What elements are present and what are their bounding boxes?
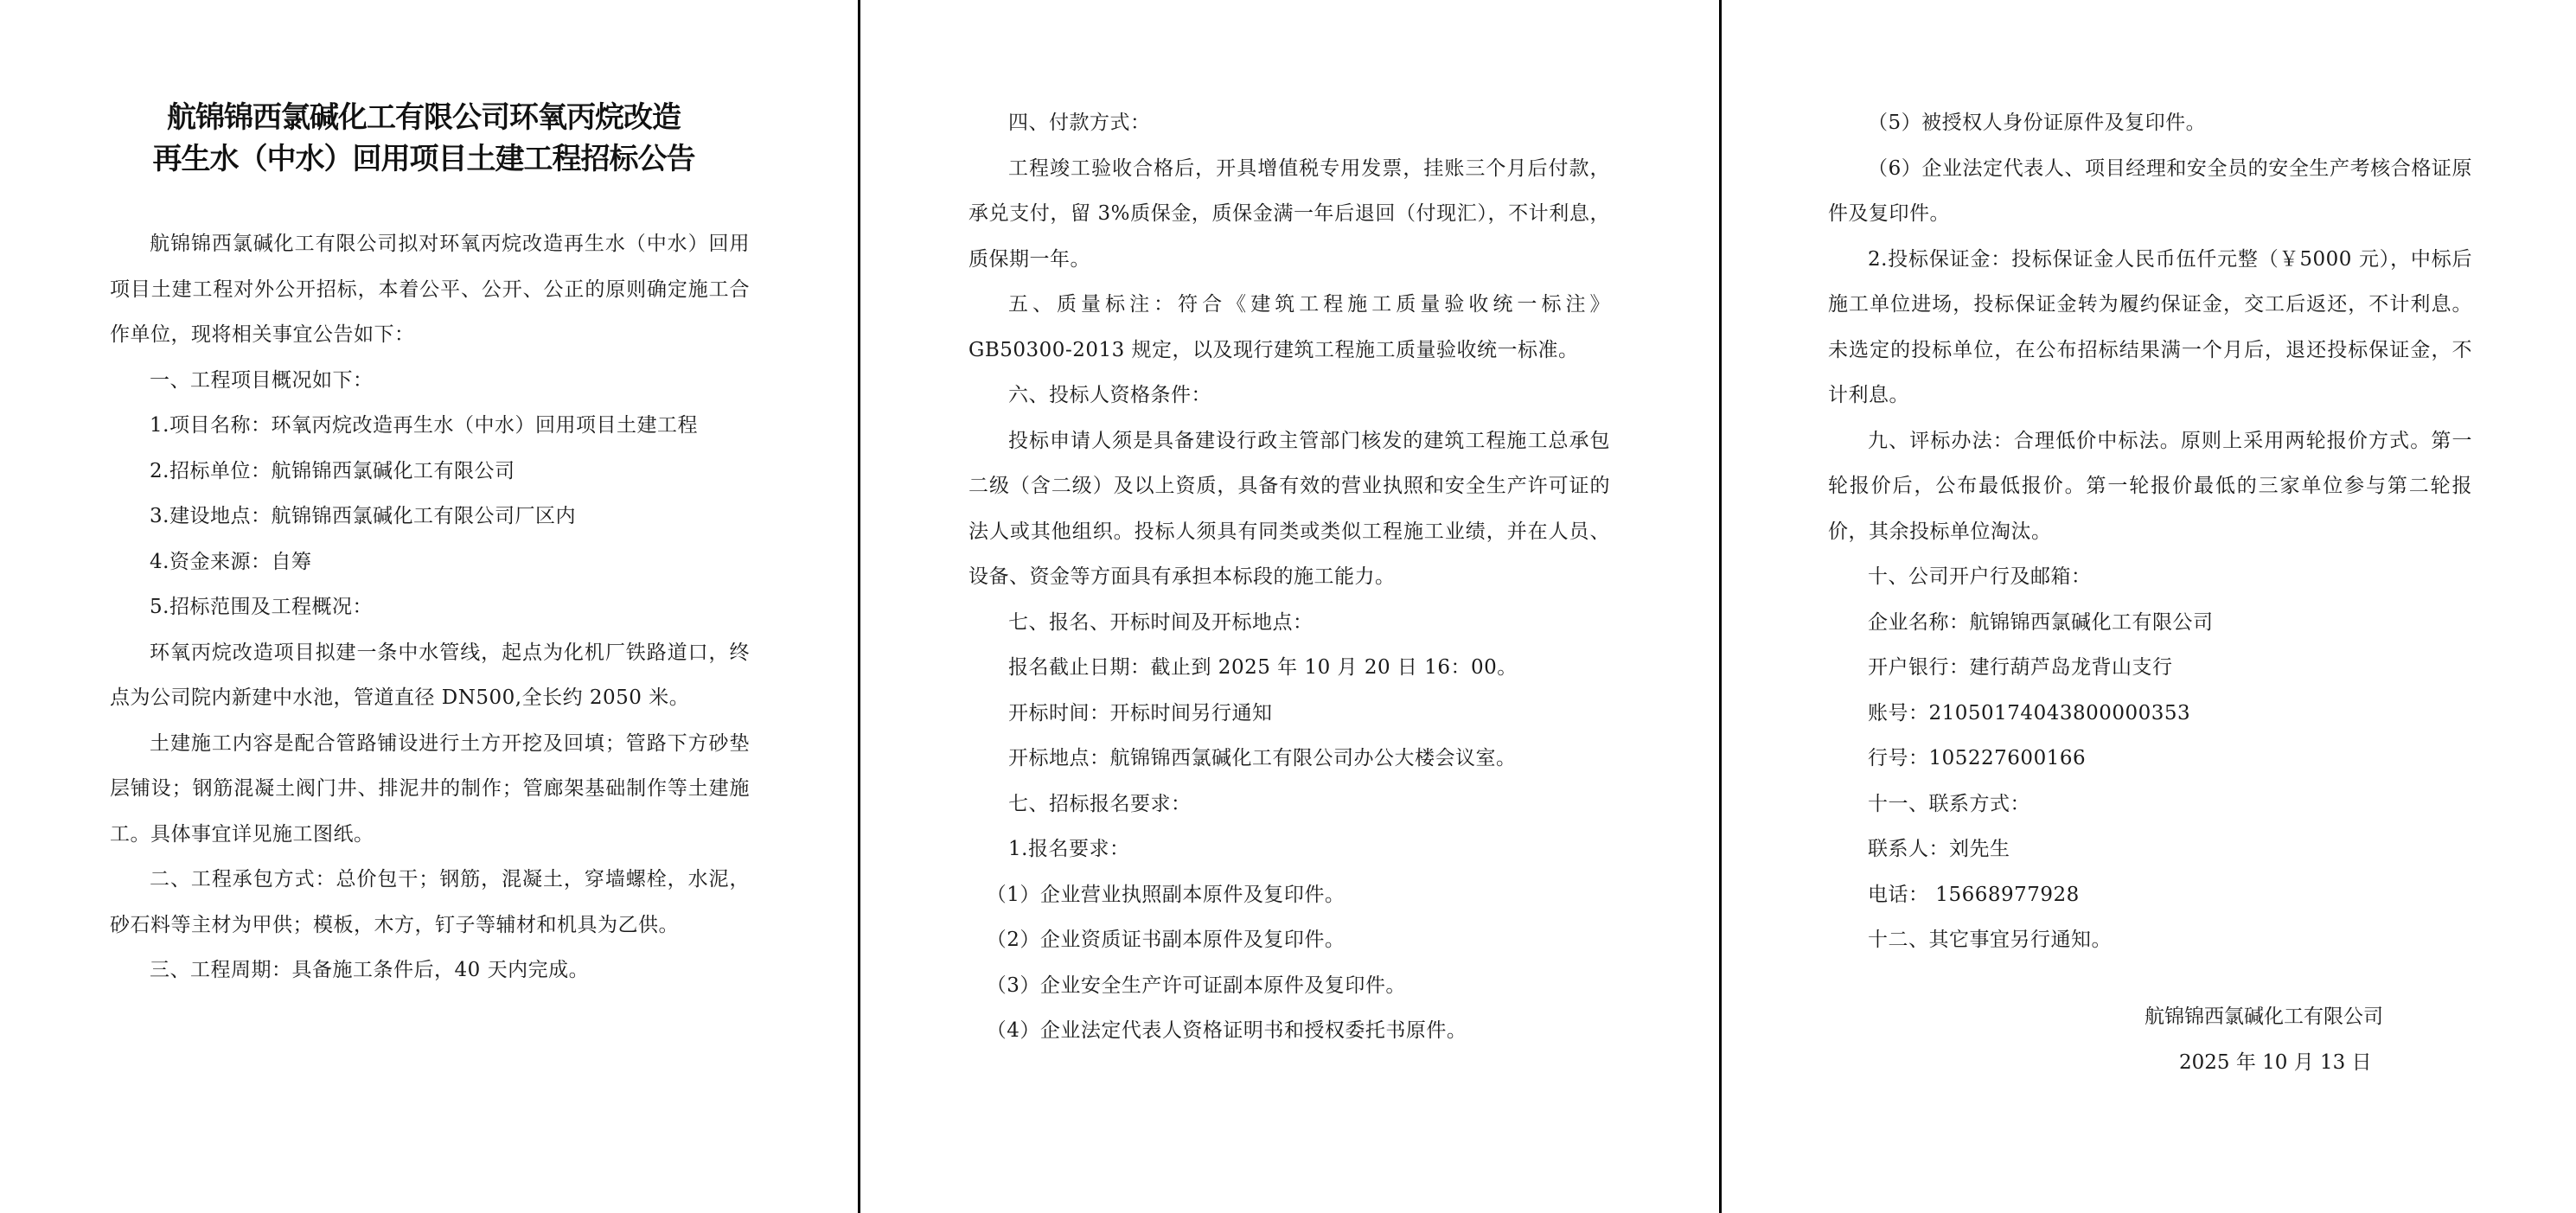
requirement-4: （4）企业法定代表人资格证明书和授权委托书原件。: [986, 1019, 1467, 1042]
page-3-body: [1828, 100, 2472, 963]
registration-deadline: 报名截止日期：截止到 2025 年 10 月 20 日 16：00。: [1008, 656, 1518, 679]
requirement-3: （3）企业安全生产许可证副本原件及复印件。: [986, 974, 1406, 997]
section-4-heading: 四、付款方式：: [1008, 112, 1151, 134]
section-6-heading: 六、投标人资格条件：: [1008, 384, 1211, 406]
section-5-quality: 五、质量标注：符合《建筑工程施工质量验收统一标注》GB50300-2013 规定，以及现行建筑工程施工质量验收统一标准。: [968, 293, 1610, 361]
project-item-4: 4.资金来源：自筹: [150, 550, 312, 573]
bank-code: 行号：105227600166: [1868, 747, 2087, 769]
requirement-1: （1）企业营业执照副本原件及复印件。: [986, 883, 1346, 906]
document-page-1: [0, 0, 858, 1213]
contact-phone: 电话： 15668977928: [1868, 883, 2080, 906]
section-11-heading: 十一、联系方式：: [1868, 792, 2030, 815]
account-number: 账号：21050174043800000353: [1868, 701, 2191, 725]
project-item-1: 1.项目名称：环氧丙烷改造再生水（中水）回用项目土建工程: [150, 414, 698, 437]
requirement-6: （6）企业法定代表人、项目经理和安全员的安全生产考核合格证原件及复印件。: [1828, 156, 2472, 225]
section-7b-heading: 七、招标报名要求：: [1008, 792, 1192, 815]
page-2-body: [968, 100, 1610, 1054]
section-3-period: 三、工程周期：具备施工条件后，40 天内完成。: [150, 959, 590, 981]
section-2-contract: 二、工程承包方式：总价包干；钢筋，混凝土，穿墙螺栓，水泥，砂石料等主材为甲供；模板，木方，钉子等辅材和机具为乙供。: [110, 868, 750, 936]
intro-paragraph: 航锦锦西氯碱化工有限公司拟对环氧丙烷改造再生水（中水）回用项目土建工程对外公开招标，本着公平、公开、公正的原则确定施工合作单位，现将相关事宜公告如下：: [110, 233, 750, 346]
title-line-1: 航锦锦西氯碱化工有限公司环氧丙烷改造: [167, 100, 681, 135]
requirements-heading: 1.报名要求：: [1008, 838, 1130, 860]
signature-date: 2025 年 10 月 13 日: [2179, 1050, 2372, 1074]
bid-deposit: 2.投标保证金：投标保证金人民币伍仟元整（￥5000 元），中标后施工单位进场，投标保证金转为履约保证金，交工后返还，不计利息。未选定的投标单位，在公布招标结果满一个月后，退还投标保证金，不计利息。: [1828, 247, 2472, 406]
signature-organization: 航锦锦西氯碱化工有限公司: [2145, 1006, 2383, 1028]
opening-time: 开标时间：开标时间另行通知: [1008, 701, 1273, 725]
document-title: [86, 97, 761, 180]
section-7a-heading: 七、报名、开标时间及开标地点：: [1008, 610, 1314, 634]
project-item-3: 3.建设地点：航锦锦西氯碱化工有限公司厂区内: [150, 505, 576, 527]
requirement-5: （5）被授权人身份证原件及复印件。: [1868, 112, 2207, 134]
section-12-other: 十二、其它事宜另行通知。: [1868, 929, 2112, 951]
title-line-2: 再生水（中水）回用项目土建工程招标公告: [152, 142, 695, 176]
opening-place: 开标地点：航锦锦西氯碱化工有限公司办公大楼会议室。: [1008, 747, 1517, 769]
section-6-body: 投标申请人须是具备建设行政主管部门核发的建筑工程施工总承包二级（含二级）及以上资质，具备有效的营业执照和安全生产许可证的法人或其他组织。投标人须具有同类或类似工程施工业绩，并在人员、设备、资金等方面具有承担本标段的施工能力。: [968, 429, 1610, 588]
page-1-body: [110, 221, 750, 993]
company-name: 企业名称：航锦锦西氯碱化工有限公司: [1868, 610, 2214, 634]
project-item-5: 5.招标范围及工程概况：: [150, 596, 373, 618]
contact-person: 联系人：刘先生: [1868, 838, 2010, 860]
section-9-evaluation: 九、评标办法：合理低价中标法。原则上采用两轮报价方式。第一轮报价后，公布最低报价。第一轮报价最低的三家单位参与第二轮报价，其余投标单位淘汰。: [1828, 429, 2472, 543]
project-item-2: 2.招标单位：航锦锦西氯碱化工有限公司: [150, 459, 515, 482]
scope-paragraph-2: 土建施工内容是配合管路铺设进行土方开挖及回填；管路下方砂垫层铺设；钢筋混凝土阀门井、排泥井的制作；管廊架基础制作等土建施工。具体事宜详见施工图纸。: [110, 731, 750, 846]
requirement-2: （2）企业资质证书副本原件及复印件。: [986, 929, 1346, 951]
bank-name: 开户银行：建行葫芦岛龙背山支行: [1868, 656, 2173, 679]
section-10-heading: 十、公司开户行及邮箱：: [1868, 565, 2092, 588]
signature-block: [2058, 994, 2473, 1085]
scope-paragraph-1: 环氧丙烷改造项目拟建一条中水管线，起点为化机厂铁路道口，终点为公司院内新建中水池，管道直径 DN500,全长约 2050 米。: [110, 641, 750, 709]
section-4-body: 工程竣工验收合格后，开具增值税专用发票，挂账三个月后付款，承兑支付，留 3%质保金，质保金满一年后退回（付现汇），不计利息，质保期一年。: [968, 156, 1610, 271]
section-1-heading: 一、工程项目概况如下：: [150, 368, 374, 392]
